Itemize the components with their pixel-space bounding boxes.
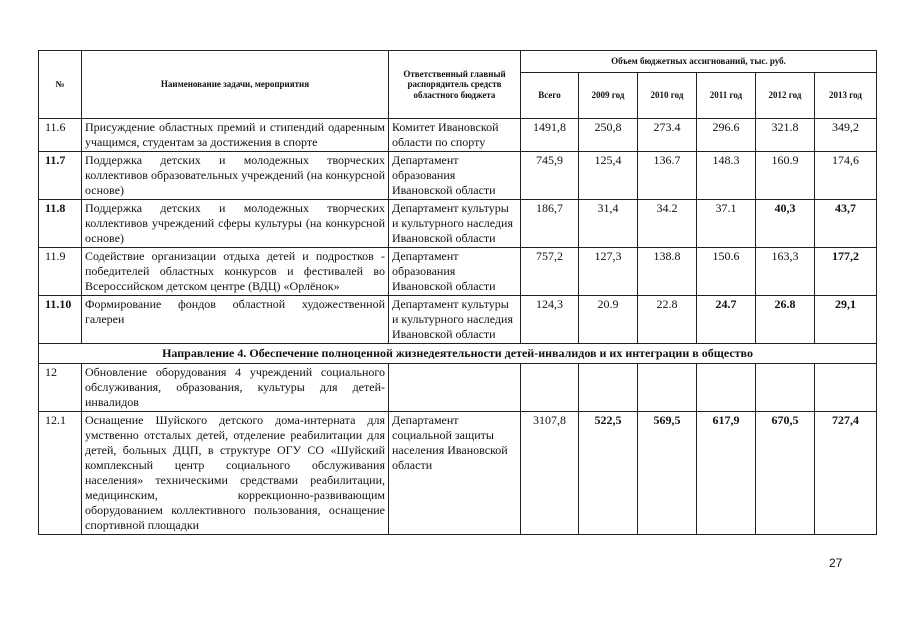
section-row (39, 344, 877, 364)
row-value: 522,5 (579, 412, 638, 535)
row-responsible (389, 364, 521, 412)
row-value: 163,3 (756, 248, 815, 296)
row-value: 37.1 (697, 200, 756, 248)
table-row (39, 200, 877, 248)
budget-table-page (38, 50, 876, 535)
row-value: 321.8 (756, 119, 815, 152)
row-value: 174,6 (815, 152, 877, 200)
row-task: Формирование фондов областной художественной галереи (82, 296, 389, 344)
row-task: Поддержка детских и молодежных творческих коллективов учреждений сферы культуры (на конкурсной основе) (82, 200, 389, 248)
header-total: Всего (521, 73, 579, 119)
row-responsible: Департамент социальной защиты населения Ивановской области (389, 412, 521, 535)
row-total: 757,2 (521, 248, 579, 296)
row-value: 160.9 (756, 152, 815, 200)
row-number: 12 (39, 364, 82, 412)
row-total: 3107,8 (521, 412, 579, 535)
row-value: 296.6 (697, 119, 756, 152)
row-value: 22.8 (638, 296, 697, 344)
row-responsible: Департамент культуры и культурного наследия Ивановской области (389, 296, 521, 344)
row-value: 617,9 (697, 412, 756, 535)
row-value: 26.8 (756, 296, 815, 344)
header-responsible: Ответственный главный распорядитель средств областного бюджета (389, 51, 521, 119)
row-number: 11.7 (39, 152, 82, 200)
row-value: 136.7 (638, 152, 697, 200)
table-row (39, 152, 877, 200)
row-value: 349,2 (815, 119, 877, 152)
table-row (39, 412, 877, 535)
row-responsible: Департамент образования Ивановской области (389, 248, 521, 296)
row-value: 569,5 (638, 412, 697, 535)
budget-table (38, 50, 877, 535)
header-year: 2009 год (579, 73, 638, 119)
row-value: 273.4 (638, 119, 697, 152)
table-row (39, 364, 877, 412)
row-value: 31,4 (579, 200, 638, 248)
row-value: 150.6 (697, 248, 756, 296)
row-value: 148.3 (697, 152, 756, 200)
row-number: 11.6 (39, 119, 82, 152)
row-value: 177,2 (815, 248, 877, 296)
table-row (39, 296, 877, 344)
header-volume: Объем бюджетных ассигнований, тыс. руб. (521, 51, 877, 73)
row-value: 24.7 (697, 296, 756, 344)
row-number: 11.10 (39, 296, 82, 344)
row-value: 670,5 (756, 412, 815, 535)
header-task: Наименование задачи, мероприятия (82, 51, 389, 119)
row-value: 20.9 (579, 296, 638, 344)
row-task: Содействие организации отдыха детей и подростков - победителей областных конкурсов и фестивалей во Всероссийском детском центре (ВДЦ) «Орлёнок» (82, 248, 389, 296)
section-heading: Направление 4. Обеспечение полноценной жизнедеятельности детей-инвалидов и их интеграции в общество (39, 344, 877, 364)
row-value: 127,3 (579, 248, 638, 296)
row-value: 43,7 (815, 200, 877, 248)
row-number: 11.8 (39, 200, 82, 248)
row-value (815, 364, 877, 412)
row-value: 138.8 (638, 248, 697, 296)
header-year: 2012 год (756, 73, 815, 119)
row-total: 1491,8 (521, 119, 579, 152)
row-value (579, 364, 638, 412)
row-value: 727,4 (815, 412, 877, 535)
page-number: 27 (829, 556, 843, 570)
row-number: 11.9 (39, 248, 82, 296)
row-responsible: Департамент культуры и культурного наследия Ивановской области (389, 200, 521, 248)
row-responsible: Комитет Ивановской области по спорту (389, 119, 521, 152)
row-task: Поддержка детских и молодежных творческих коллективов образовательных учреждений (на конкурсной основе) (82, 152, 389, 200)
header-number: № (39, 51, 82, 119)
row-total: 186,7 (521, 200, 579, 248)
row-value: 125,4 (579, 152, 638, 200)
row-task: Обновление оборудования 4 учреждений социального обслуживания, образования, культуры для детей-инвалидов (82, 364, 389, 412)
row-task: Оснащение Шуйского детского дома-интерната для умственно отсталых детей, отделение реабилитации для детей, больных ДЦП, в структуре ОГУ СО «Шуйский комплексный центр социального обслуживания населения» техническими средствами реабилитации, медицинским, коррекционно-развивающим оборудованием коллективного пользования, оснащение спортивной площадки (82, 412, 389, 535)
header-year: 2010 год (638, 73, 697, 119)
row-value (756, 364, 815, 412)
header-year: 2011 год (697, 73, 756, 119)
row-value (638, 364, 697, 412)
row-value: 250,8 (579, 119, 638, 152)
row-value: 34.2 (638, 200, 697, 248)
row-responsible: Департамент образования Ивановской области (389, 152, 521, 200)
row-value: 40,3 (756, 200, 815, 248)
row-task: Присуждение областных премий и стипендий одаренным учащимся, студентам за достижения в спорте (82, 119, 389, 152)
table-row (39, 248, 877, 296)
row-total: 745,9 (521, 152, 579, 200)
row-total: 124,3 (521, 296, 579, 344)
table-row (39, 119, 877, 152)
header-year: 2013 год (815, 73, 877, 119)
row-number: 12.1 (39, 412, 82, 535)
row-value (697, 364, 756, 412)
row-value: 29,1 (815, 296, 877, 344)
row-total (521, 364, 579, 412)
